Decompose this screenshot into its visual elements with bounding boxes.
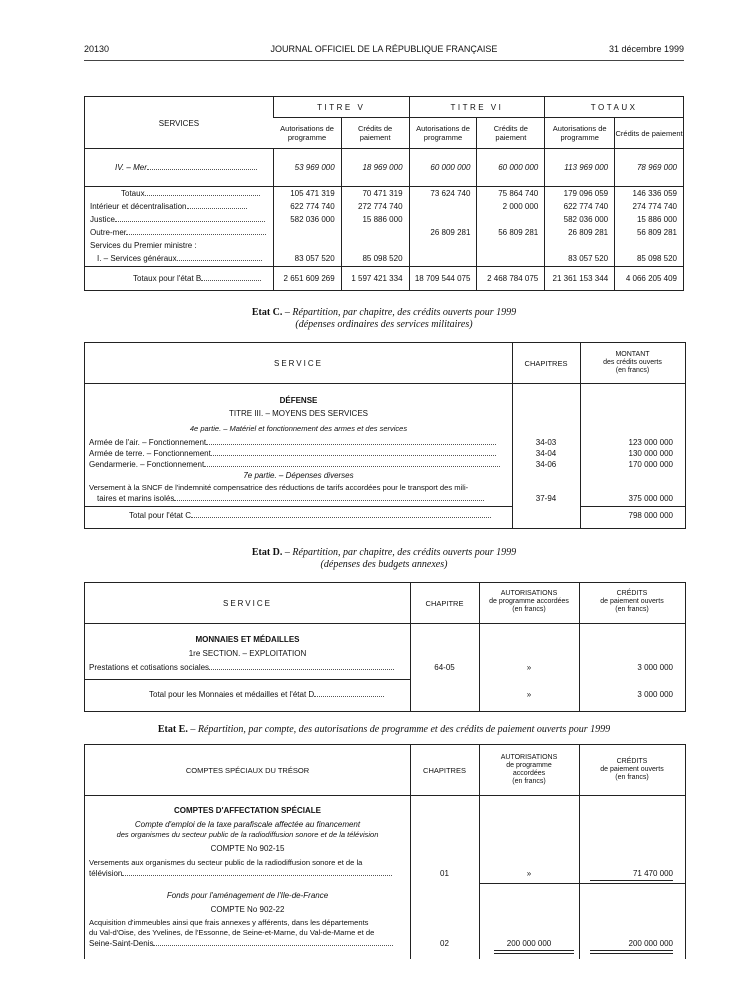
cell: 1 597 421 334 [341, 267, 409, 291]
cell: 146 336 059 [615, 187, 684, 200]
compte-row: du Val-d'Oise, des Yvelines, de l'Essonne, de Seine-et-Marne, du Val-de-Marne et de [89, 928, 375, 937]
compte-description: Compte d'emploi de la taxe parafiscale affectée au financement [134, 820, 361, 829]
header-line: de programme [506, 762, 552, 769]
table-row [85, 226, 684, 239]
etat-c-caption [84, 307, 684, 331]
header-line: (en francs) [615, 606, 649, 613]
caption-text: – Répartition, par chapitre, des crédits ouverts pour 1999 [282, 547, 517, 558]
chapitre-cell: 02 [440, 939, 449, 948]
caption-text: – Répartition, par chapitre, des crédits ouverts pour 1999 [282, 307, 517, 318]
cell: 2 651 609 269 [273, 267, 341, 291]
table-row [85, 239, 684, 252]
col-comptes-header: COMPTES SPÉCIAUX DU TRÉSOR [185, 766, 310, 775]
col-chapitres-header: CHAPITRES [423, 766, 466, 775]
row-label: I. – Services généraux [97, 254, 177, 264]
col-cp-header [579, 758, 685, 782]
cell: 179 096 059 [545, 187, 615, 200]
cp-cell: 200 000 000 [628, 939, 673, 948]
cell: 113 969 000 [545, 149, 615, 187]
cell: 582 036 000 [273, 213, 341, 226]
cell: 15 886 000 [341, 213, 409, 226]
list-item [89, 663, 407, 672]
chapitre-cell: 01 [440, 869, 449, 878]
cell: 53 969 000 [273, 149, 341, 187]
cell: 26 809 281 [409, 226, 477, 239]
row-label: Armée de l'air. – Fonctionnement [89, 438, 207, 447]
list-item [89, 460, 509, 469]
montant-cell: 123 000 000 [628, 438, 673, 447]
ap-cell: 200 000 000 [506, 939, 552, 948]
group-totaux: TOTAUX [545, 97, 684, 118]
cell: 2 000 000 [477, 200, 545, 213]
cell: 56 809 281 [615, 226, 684, 239]
cell [341, 226, 409, 239]
section-title: DÉFENSE [279, 396, 318, 405]
cell: 15 886 000 [615, 213, 684, 226]
col-cp-header [579, 590, 685, 614]
row-label: Armée de terre. – Fonctionnement [89, 449, 211, 458]
cell: 85 098 520 [615, 252, 684, 267]
cell [477, 252, 545, 267]
row-label: taires et marins isolés [97, 494, 175, 503]
col-ap-header [479, 754, 579, 786]
header-line: accordées [512, 770, 546, 777]
caption-title: Etat E. [157, 724, 188, 735]
cp-cell: 3 000 000 [637, 663, 673, 672]
cell: 78 969 000 [615, 149, 684, 187]
cell: 56 809 281 [477, 226, 545, 239]
caption-title: Etat C. [251, 307, 283, 318]
col-services-header: SERVICES [85, 97, 274, 149]
caption-subtitle: (dépenses ordinaires des services militaires) [295, 319, 473, 330]
group-titre-v: TITRE V [273, 97, 409, 118]
cell [409, 213, 477, 226]
row-label: Intérieur et décentralisation [90, 201, 187, 211]
cell: 18 969 000 [341, 149, 409, 187]
col-montant-header [580, 351, 685, 375]
montant-cell: 375 000 000 [628, 494, 673, 503]
caption-title: Etat D. [251, 547, 283, 558]
montant-cell: 170 000 000 [628, 460, 673, 469]
cp-cell: 71 470 000 [632, 869, 673, 878]
section-title: COMPTES D'AFFECTATION SPÉCIALE [174, 806, 321, 815]
cell: 21 361 153 344 [545, 267, 615, 291]
ap-cell: » [526, 690, 532, 699]
compte-row: Versements aux organismes du secteur public de la radiodiffusion sonore et de la [89, 858, 363, 867]
chapitre-cell: 34-03 [535, 438, 557, 447]
cell: 4 066 205 409 [615, 267, 684, 291]
col-service-header: SERVICE [274, 359, 323, 368]
etat-d-caption [84, 547, 684, 571]
row-label: Outre-mer [90, 227, 127, 237]
subheader-ap: Autorisations de programme [273, 118, 341, 149]
page-number: 20130 [84, 44, 110, 54]
etat-b-table [84, 96, 684, 291]
cell: 60 000 000 [409, 149, 477, 187]
group-titre-vi: TITRE VI [409, 97, 545, 118]
cell: 18 709 544 075 [409, 267, 477, 291]
compte-number: COMPTE No 902-22 [210, 905, 285, 914]
table-row [85, 267, 684, 291]
journal-title: JOURNAL OFFICIEL DE LA RÉPUBLIQUE FRANÇAISE [270, 44, 498, 54]
total-label: Totaux pour l'état B [133, 274, 202, 283]
subheader-cp: Crédits de paiement [477, 118, 545, 149]
cell: 70 471 319 [341, 187, 409, 200]
cell: 83 057 520 [545, 252, 615, 267]
header-line: de paiement ouverts [600, 598, 664, 605]
cell: 622 774 740 [273, 200, 341, 213]
col-chapitre-header: CHAPITRE [425, 599, 464, 608]
cell: 73 624 740 [409, 187, 477, 200]
list-item [89, 449, 509, 458]
page-date: 31 décembre 1999 [608, 44, 684, 54]
caption-subtitle: (dépenses des budgets annexes) [320, 559, 448, 570]
cell: 85 098 520 [341, 252, 409, 267]
header-line: (en francs) [512, 778, 546, 785]
versement-line [97, 494, 507, 503]
cell: 272 774 740 [341, 200, 409, 213]
total-value: 798 000 000 [628, 511, 673, 520]
total-row [129, 511, 509, 520]
cell: 2 468 784 075 [477, 267, 545, 291]
compte-row [89, 869, 407, 878]
subheader-cp: Crédits de paiement [615, 118, 684, 149]
table-row [85, 213, 684, 226]
header-line: (en francs) [615, 774, 649, 781]
chapitre-cell: 34-04 [535, 449, 557, 458]
row-label: Services du Premier ministre : [90, 240, 197, 250]
table-row [85, 200, 684, 213]
total-label: Total pour les Monnaies et médailles et l'état D [149, 690, 315, 699]
compte-description: Fonds pour l'aménagement de l'Ile-de-France [166, 891, 329, 900]
compte-number: COMPTE No 902-15 [210, 844, 285, 853]
header-line: de programme accordées [489, 598, 569, 605]
row-label: Gendarmerie. – Fonctionnement [89, 460, 205, 469]
row-label: Justice [90, 214, 115, 224]
list-item [89, 438, 509, 447]
row-label: Prestations et cotisations sociales [89, 663, 210, 672]
partie-heading: 4e partie. – Matériel et fonctionnement des armes et des services [189, 424, 408, 433]
caption-text: – Répartition, par compte, des autorisations de programme et des crédits de paiement ouverts pour 1999 [187, 724, 611, 735]
header-line: CRÉDITS [616, 590, 648, 597]
col-service-header: SERVICE [223, 599, 272, 608]
cell: 582 036 000 [545, 213, 615, 226]
montant-cell: 130 000 000 [628, 449, 673, 458]
header-line: MONTANT [615, 351, 650, 358]
row-label: télévision [89, 869, 123, 878]
header-line: (en francs) [615, 367, 650, 374]
total-row [149, 690, 409, 699]
header-line: AUTORISATIONS [500, 590, 558, 597]
cell [477, 213, 545, 226]
etat-e-caption [84, 724, 684, 736]
subsection-title: 1re SECTION. – EXPLOITATION [188, 649, 307, 658]
cell: 105 471 319 [273, 187, 341, 200]
partie-heading: 7e partie. – Dépenses diverses [243, 471, 354, 480]
total-label: Total pour l'état C [129, 511, 192, 520]
cp-cell: 3 000 000 [637, 690, 673, 699]
subheader-ap: Autorisations de programme [545, 118, 615, 149]
row-label: IV. – Mer [115, 163, 147, 172]
header-rule [84, 60, 684, 61]
subheader-cp: Crédits de paiement [341, 118, 409, 149]
table-row [85, 149, 684, 187]
etat-c-table [84, 342, 686, 529]
header-line: (en francs) [512, 606, 546, 613]
col-ap-header [479, 590, 579, 614]
chapitre-cell: 34-06 [535, 460, 557, 469]
row-label: Seine-Saint-Denis [89, 939, 154, 948]
cell [273, 226, 341, 239]
cell: 26 809 281 [545, 226, 615, 239]
etat-d-table [84, 582, 686, 712]
cell [409, 252, 477, 267]
compte-row [89, 939, 407, 948]
subheader-ap: Autorisations de programme [409, 118, 477, 149]
header-line: des crédits ouverts [603, 359, 662, 366]
table-row [85, 252, 684, 267]
compte-description: des organismes du secteur public de la radiodiffusion sonore et de la télévision [116, 830, 379, 839]
section-title: MONNAIES ET MÉDAILLES [195, 635, 300, 644]
cell: 622 774 740 [545, 200, 615, 213]
etat-e-table [84, 744, 686, 959]
col-chapitres-header: CHAPITRES [524, 359, 568, 368]
cell: 60 000 000 [477, 149, 545, 187]
titre-heading: TITRE III. – MOYENS DES SERVICES [229, 409, 368, 418]
ap-cell: » [526, 663, 532, 672]
cell: 75 864 740 [477, 187, 545, 200]
cell [409, 200, 477, 213]
cell: 274 774 740 [615, 200, 684, 213]
cell: 83 057 520 [273, 252, 341, 267]
chapitre-cell: 37-94 [535, 494, 557, 503]
header-line: de paiement ouverts [600, 766, 664, 773]
table-row [85, 187, 684, 200]
ap-cell: » [526, 869, 532, 878]
header-line: CRÉDITS [616, 758, 648, 765]
row-label: Totaux [121, 188, 145, 198]
chapitre-cell: 64-05 [434, 663, 455, 672]
compte-row: Acquisition d'immeubles ainsi que frais annexes y afférents, dans les départements [89, 918, 369, 927]
versement-line: Versement à la SNCF de l'indemnité compensatrice des réductions de tarifs accordées pour le transport des mili- [89, 483, 469, 492]
header-line: AUTORISATIONS [500, 754, 558, 761]
